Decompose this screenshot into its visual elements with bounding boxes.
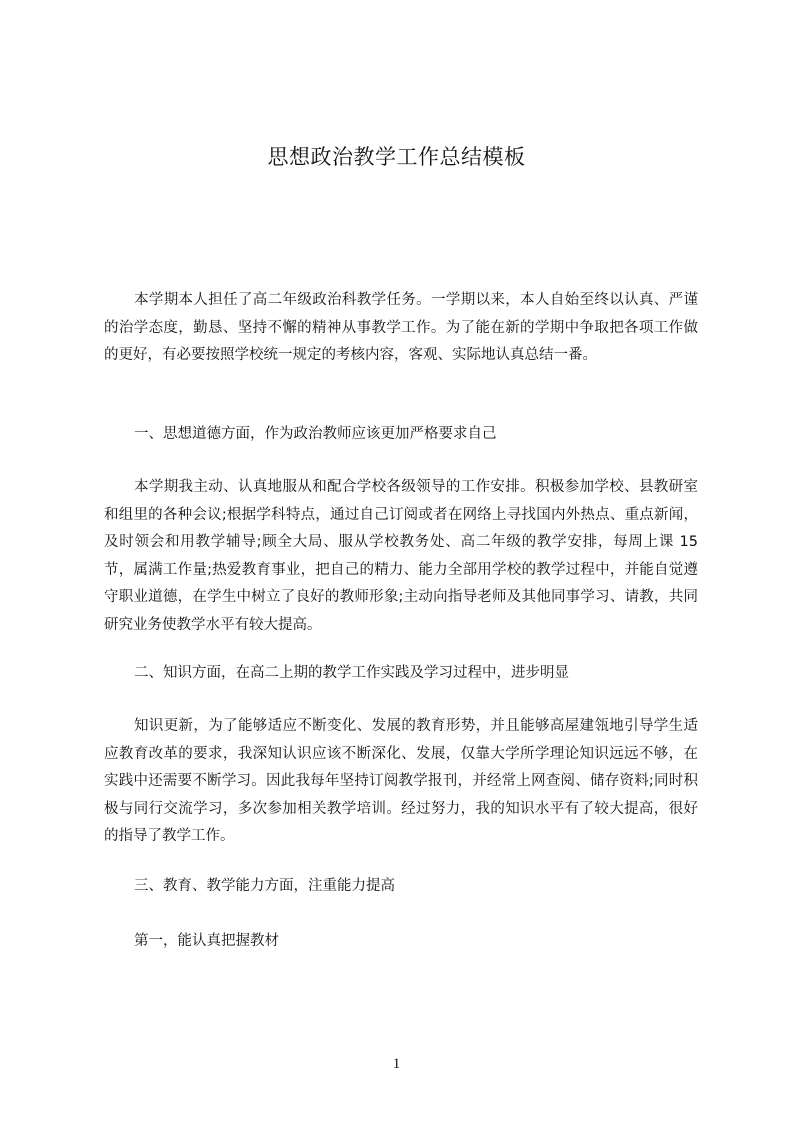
section-3-subheading: 第一，能认真把握教材 [134, 933, 279, 949]
intro-paragraph: 本学期本人担任了高二年级政治科教学任务。一学期以来，本人自始至终以认真、严谨的治学态度，勤恳、坚持不懈的精神从事教学工作。为了能在新的学期中争取把各项工作做的更好，有必要按照学校统一规定的考核内容，客观、实际地认真总结一番。 [104, 292, 698, 363]
section-1-paragraph: 本学期我主动、认真地服从和配合学校各级领导的工作安排。积极参加学校、县教研室和组里的各种会议;根据学科特点，通过自己订阅或者在网络上寻找国内外热点、重点新闻，及时领会和用教学辅导;顾全大局、服从学校教务处、高二年级的教学安排，每周上课 15 节，属满工作量;热爱教育事业，把自己的精力、能力全部用学校的教学过程中，并能自觉遵守职业道德，在学生中树立了良好的教师形象;主动向指导老师及其他同事学习、请教，共同研究业务使教学水平有较大提高。 [104, 479, 698, 633]
section-2-heading: 二、知识方面，在高二上期的教学工作实践及学习过程中，进步明显 [134, 665, 569, 681]
section-3-heading: 三、教育、教学能力方面，注重能力提高 [134, 878, 395, 894]
section-1-heading: 一、思想道德方面，作为政治教师应该更加严格要求自己 [134, 426, 497, 442]
document-title: 思想政治教学工作总结模板 [267, 145, 526, 169]
section-2-paragraph: 知识更新，为了能够适应不断变化、发展的教育形势，并且能够高屋建瓴地引导学生适应教育改革的要求，我深知认识应该不断深化、发展，仅靠大学所学理论知识远远不够，在实践中还需要不断学习。因此我每年坚持订阅教学报刊，并经常上网查阅、储存资料;同时积极与同行交流学习，多次参加相关教学培训。经过努力，我的知识水平有了较大提高，很好的指导了教学工作。 [104, 718, 698, 844]
page-number: 1 [392, 1056, 401, 1072]
